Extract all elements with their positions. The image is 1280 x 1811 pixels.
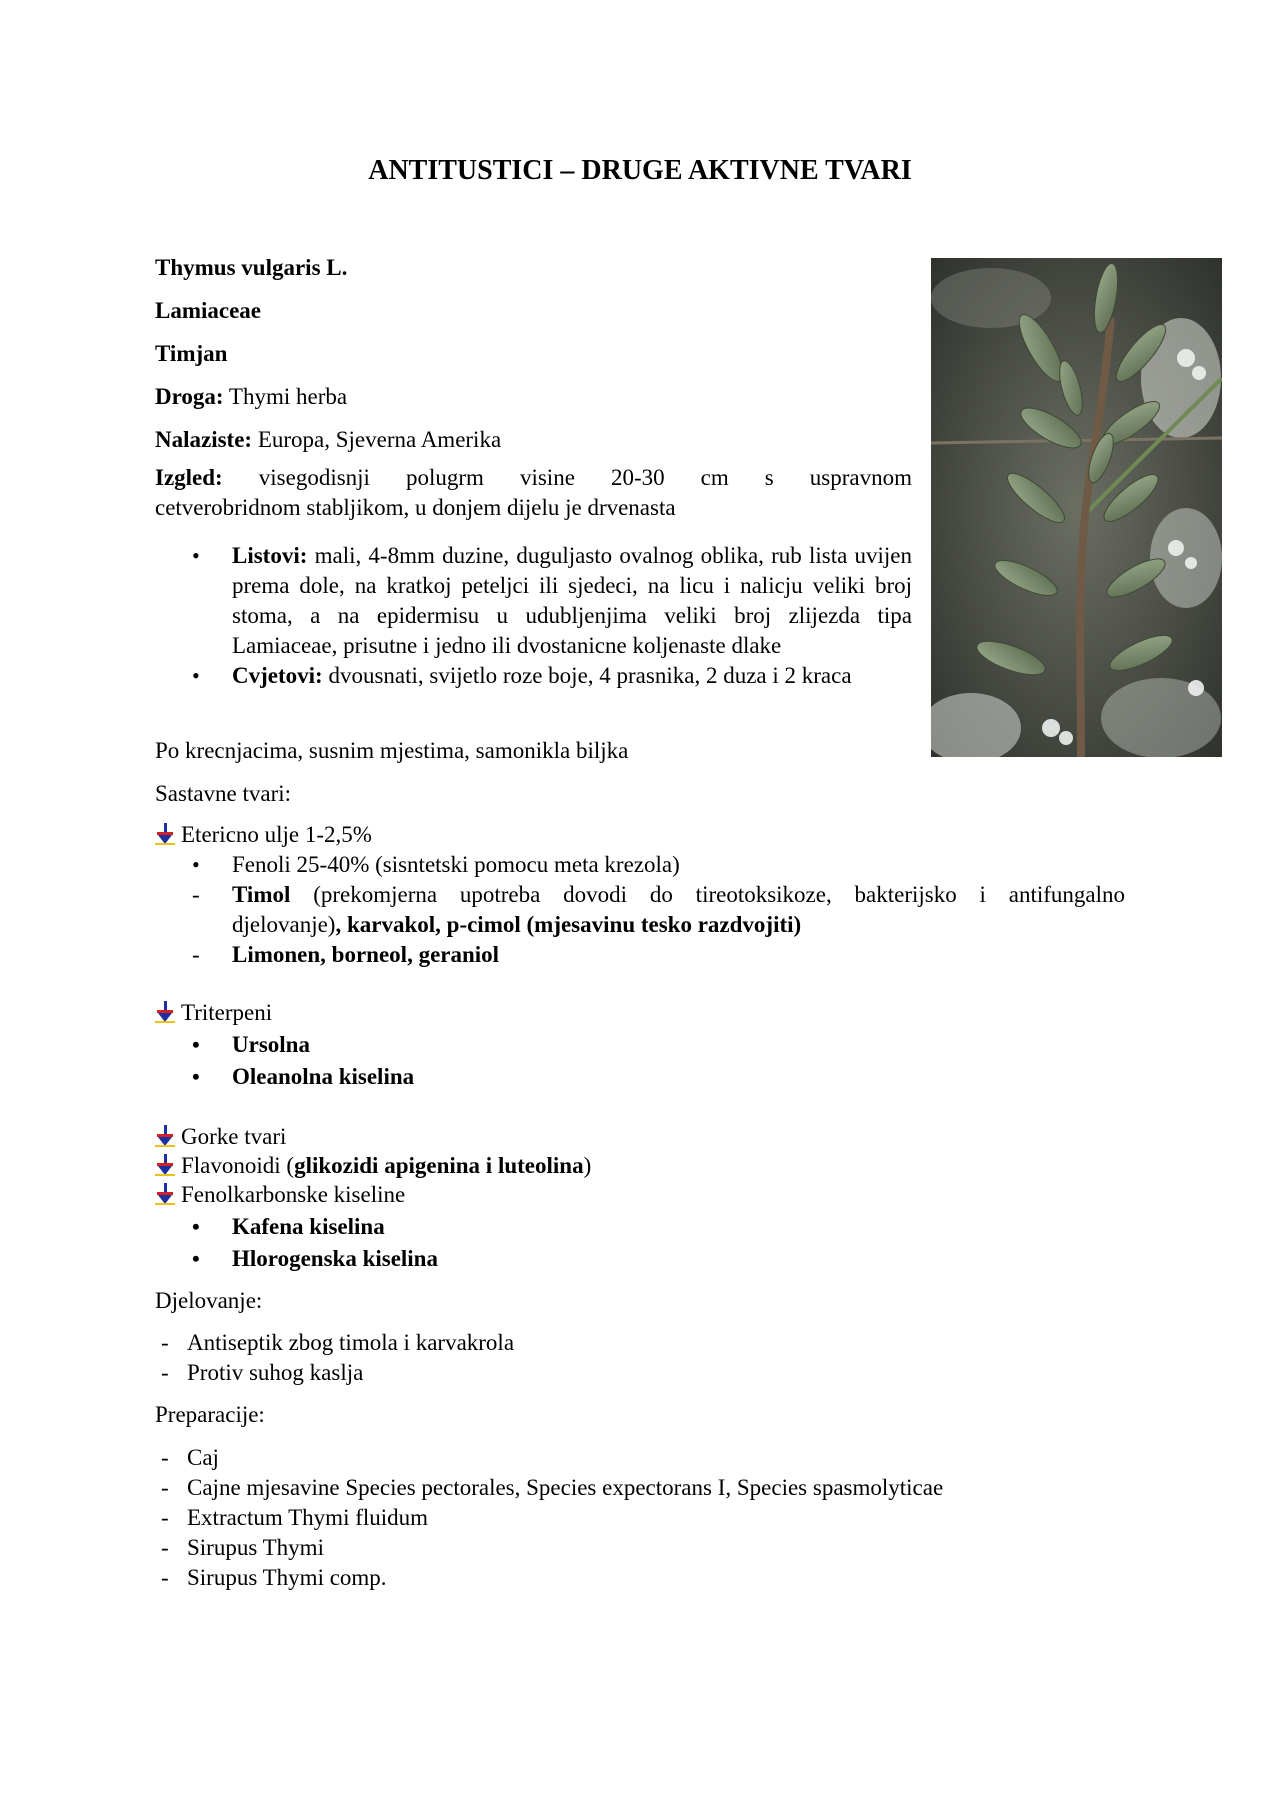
- list-item-ursolna: [155, 1030, 1125, 1060]
- izgled-line-1: [155, 463, 912, 493]
- nalaziste-line: [155, 425, 501, 455]
- timol-text-1: (prekomjerna upotreba dovodi do tireotoksikoze, bakterijsko i antifungalno: [290, 882, 1125, 907]
- preparations-heading: Preparacije:: [155, 1402, 265, 1427]
- action-heading: Djelovanje:: [155, 1288, 263, 1313]
- preparation-item-text: Cajne mjesavine Species pectorales, Species expectorans I, Species spasmolyticae: [187, 1475, 944, 1500]
- nalaziste-value: Europa, Sjeverna Amerika: [257, 427, 502, 452]
- timol-bold: Timol: [232, 882, 291, 907]
- common-name: Timjan: [155, 341, 228, 366]
- arrow-bullet-icon: [155, 1001, 175, 1023]
- thyme-plant-image: [931, 258, 1222, 757]
- oleanolna-text: Oleanolna kiselina: [232, 1064, 415, 1089]
- kafena-text: Kafena kiselina: [232, 1214, 385, 1239]
- listovi-text: mali, 4-8mm duzine, duguljasto ovalnog oblika, rub lista uvijen prema dole, na kratkoj peteljci ili sjedeci, na licu i nalicju veliki broj stoma, a na epidermisu u udubljenjima veliki broj zlijezda tipa Lamiaceae, prisutne i jedno ili dvostanicne koljenaste dlake: [232, 543, 912, 658]
- list-item-fenoli: [155, 850, 1125, 880]
- bullet-glyph: •: [192, 1214, 200, 1239]
- bullet-glyph: •: [192, 1032, 200, 1057]
- flavonoidi-label: Flavonoidi (: [181, 1153, 295, 1178]
- cvjetovi-text: dvousnati, svijetlo roze boje, 4 prasnika, 2 duza i 2 kraca: [328, 663, 852, 688]
- preparation-item-text: Sirupus Thymi: [187, 1535, 324, 1560]
- preparation-item-text: Sirupus Thymi comp.: [187, 1565, 387, 1590]
- bullet-glyph: •: [192, 1064, 200, 1089]
- ursolna-text: Ursolna: [232, 1032, 310, 1057]
- dash-glyph: -: [161, 1535, 169, 1560]
- thyme-plant-photo: [931, 258, 1222, 757]
- fenolkarbonske-row: [155, 1180, 405, 1210]
- dash-glyph: -: [161, 1565, 169, 1590]
- dash-glyph: -: [192, 882, 200, 907]
- preparation-item-text: Caj: [187, 1445, 219, 1470]
- arrow-bullet-icon: [155, 1183, 175, 1205]
- bullet-glyph: •: [192, 543, 200, 568]
- gorke-tvari-label: Gorke tvari: [181, 1124, 287, 1149]
- flavonoidi-row: [155, 1151, 591, 1181]
- timol-bold-2: , karvakol, p-cimol (mjesavinu tesko razdvojiti): [335, 912, 802, 937]
- droga-line: [155, 382, 347, 412]
- dash-glyph: -: [192, 942, 200, 967]
- flavonoidi-end: ): [583, 1153, 592, 1178]
- dash-glyph: -: [161, 1360, 169, 1385]
- izgled-line-2: cetverobridnom stabljikom, u donjem dijelu je drvenasta: [155, 495, 676, 520]
- izgled-text-1: visegodisnji polugrm visine 20-30 cm s uspravnom: [258, 465, 912, 490]
- list-item-listovi: [155, 541, 912, 661]
- fenolkarbonske-list: [155, 1212, 1125, 1274]
- page-title: ANTITUSTICI – DRUGE AKTIVNE TVARI: [368, 155, 912, 186]
- etericno-ulje-row: [155, 820, 372, 850]
- timol-text-2: djelovanje): [232, 912, 336, 937]
- action-item-text: Protiv suhog kaslja: [187, 1360, 364, 1385]
- fenolkarbonske-label: Fenolkarbonske kiseline: [181, 1182, 406, 1207]
- arrow-bullet-icon: [155, 1125, 175, 1147]
- habitat-text: Po krecnjacima, susnim mjestima, samonikla biljka: [155, 738, 629, 763]
- gorke-tvari-row: [155, 1122, 286, 1152]
- fenoli-list: [155, 850, 1125, 880]
- dash-glyph: -: [161, 1445, 169, 1470]
- action-item-text: Antiseptik zbog timola i karvakrola: [187, 1330, 515, 1355]
- nalaziste-label: Nalaziste:: [155, 427, 253, 452]
- arrow-bullet-icon: [155, 1154, 175, 1176]
- dash-glyph: -: [161, 1475, 169, 1500]
- morphology-list: [155, 541, 912, 691]
- cvjetovi-label: Cvjetovi:: [232, 663, 323, 688]
- triterpeni-row: [155, 998, 272, 1028]
- list-item-cvjetovi: [155, 661, 912, 691]
- etericno-ulje-label: Etericno ulje 1-2,5%: [181, 822, 372, 847]
- preparation-item-text: Extractum Thymi fluidum: [187, 1505, 429, 1530]
- bullet-glyph: •: [192, 663, 200, 688]
- limonen-row: [155, 940, 1125, 970]
- timol-row: [155, 880, 1125, 940]
- droga-label: Droga:: [155, 384, 224, 409]
- limonen-text: Limonen, borneol, geraniol: [232, 942, 500, 967]
- dash-glyph: -: [161, 1505, 169, 1530]
- droga-value: Thymi herba: [228, 384, 348, 409]
- triterpeni-label: Triterpeni: [181, 1000, 273, 1025]
- izgled-paragraph: [155, 463, 912, 523]
- family-name: Lamiaceae: [155, 298, 262, 323]
- arrow-bullet-icon: [155, 823, 175, 845]
- hlorogenska-text: Hlorogenska kiselina: [232, 1246, 438, 1271]
- izgled-label: Izgled:: [155, 465, 223, 490]
- list-item-kafena: [155, 1212, 1125, 1242]
- listovi-label: Listovi:: [232, 543, 308, 568]
- list-item-hlorogenska: [155, 1244, 1125, 1274]
- triterpeni-list: [155, 1030, 1125, 1092]
- dash-glyph: -: [161, 1330, 169, 1355]
- list-item-oleanolna: [155, 1062, 1125, 1092]
- composition-heading: Sastavne tvari:: [155, 781, 292, 806]
- bullet-glyph: •: [192, 852, 200, 877]
- bullet-glyph: •: [192, 1246, 200, 1271]
- fenoli-text: Fenoli 25-40% (sisntetski pomocu meta krezola): [232, 852, 680, 877]
- latin-name: Thymus vulgaris L.: [155, 255, 348, 280]
- flavonoidi-bold: glikozidi apigenina i luteolina: [294, 1153, 584, 1178]
